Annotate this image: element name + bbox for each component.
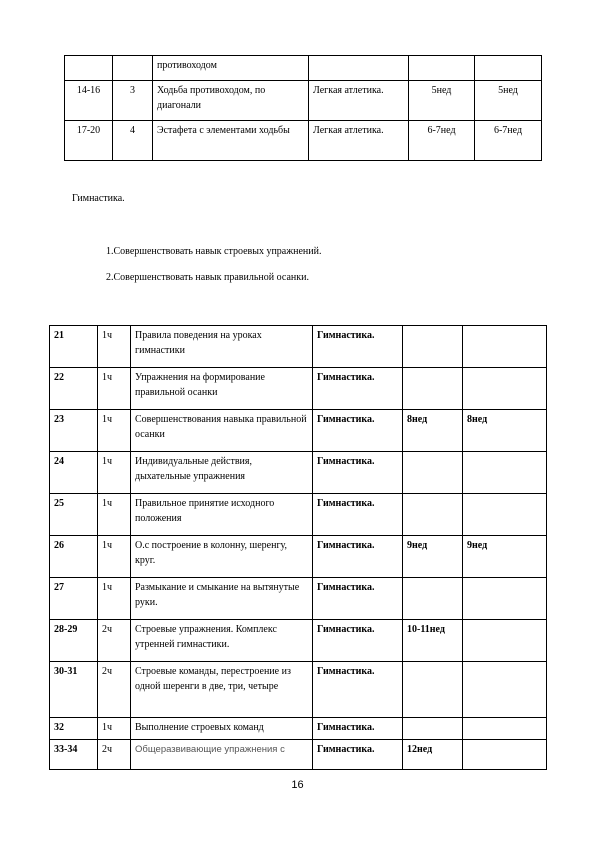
cell-topic: Правильное принятие исходного положения	[131, 494, 313, 536]
cell-plan	[403, 494, 463, 536]
cell-fact	[475, 56, 542, 81]
cell-topic: Совершенствования навыка правильной осанки	[131, 410, 313, 452]
cell-fact: 6-7нед	[475, 121, 542, 161]
cell-topic: Ходьба противоходом, по диагонали	[153, 81, 309, 121]
cell-section: Гимнастика.	[313, 368, 403, 410]
cell-section: Легкая атлетика.	[309, 81, 409, 121]
cell-fact	[463, 718, 547, 740]
table-row	[65, 121, 542, 161]
cell-section: Гимнастика.	[313, 662, 403, 718]
cell-num: 14-16	[65, 81, 113, 121]
lesson-plan-table-gymnastics	[49, 325, 547, 770]
cell-plan	[403, 578, 463, 620]
cell-hours: 1ч	[98, 536, 131, 578]
cell-num: 28-29	[50, 620, 98, 662]
cell-fact	[463, 494, 547, 536]
table2-body	[50, 326, 547, 770]
table-row	[50, 662, 547, 718]
table-row	[50, 740, 547, 770]
section-title: Гимнастика.	[72, 193, 125, 204]
cell-topic: Эстафета с элементами ходьбы	[153, 121, 309, 161]
cell-hours: 2ч	[98, 620, 131, 662]
cell-section: Гимнастика.	[313, 620, 403, 662]
cell-num: 32	[50, 718, 98, 740]
table-row	[50, 494, 547, 536]
cell-hours	[113, 56, 153, 81]
cell-hours: 2ч	[98, 662, 131, 718]
cell-fact	[463, 326, 547, 368]
cell-num: 25	[50, 494, 98, 536]
cell-plan: 8нед	[403, 410, 463, 452]
cell-fact	[463, 452, 547, 494]
cell-plan	[403, 718, 463, 740]
cell-fact	[463, 368, 547, 410]
cell-plan: 5нед	[409, 81, 475, 121]
cell-plan	[403, 452, 463, 494]
cell-section: Гимнастика.	[313, 718, 403, 740]
lesson-plan-table-athletics	[64, 55, 542, 161]
cell-num: 17-20	[65, 121, 113, 161]
cell-fact	[463, 740, 547, 770]
cell-num: 33-34	[50, 740, 98, 770]
cell-hours: 2ч	[98, 740, 131, 770]
cell-topic: Строевые упражнения. Комплекс утренней гимнастики.	[131, 620, 313, 662]
cell-section: Гимнастика.	[313, 452, 403, 494]
cell-num: 22	[50, 368, 98, 410]
cell-section: Гимнастика.	[313, 740, 403, 770]
table-row	[50, 452, 547, 494]
table1-body	[65, 56, 542, 161]
table-row	[50, 620, 547, 662]
cell-fact: 9нед	[463, 536, 547, 578]
cell-fact	[463, 662, 547, 718]
page-number: 16	[291, 779, 304, 791]
cell-num	[65, 56, 113, 81]
cell-topic: Выполнение строевых команд	[131, 718, 313, 740]
cell-hours: 1ч	[98, 578, 131, 620]
cell-fact: 8нед	[463, 410, 547, 452]
cell-topic: Упражнения на формирование правильной осанки	[131, 368, 313, 410]
cell-topic: Размыкание и смыкание на вытянутые руки.	[131, 578, 313, 620]
cell-plan	[403, 326, 463, 368]
cell-hours: 1ч	[98, 494, 131, 536]
cell-plan: 6-7нед	[409, 121, 475, 161]
cell-num: 21	[50, 326, 98, 368]
cell-hours: 3	[113, 81, 153, 121]
cell-hours: 1ч	[98, 326, 131, 368]
cell-hours: 1ч	[98, 452, 131, 494]
cell-num: 24	[50, 452, 98, 494]
cell-section: Гимнастика.	[313, 494, 403, 536]
cell-topic: Строевые команды, перестроение из одной шеренги в две, три, четыре	[131, 662, 313, 718]
cell-num: 27	[50, 578, 98, 620]
cell-topic: Индивидуальные действия, дыхательные упражнения	[131, 452, 313, 494]
cell-fact	[463, 578, 547, 620]
cell-section: Гимнастика.	[313, 326, 403, 368]
cell-num: 26	[50, 536, 98, 578]
cell-plan: 9нед	[403, 536, 463, 578]
table-row	[65, 81, 542, 121]
cell-section: Гимнастика.	[313, 536, 403, 578]
goal-item: 1.Совершенствовать навык строевых упражнений.	[106, 246, 322, 257]
cell-hours: 1ч	[98, 718, 131, 740]
cell-plan	[403, 368, 463, 410]
cell-hours: 4	[113, 121, 153, 161]
cell-plan: 12нед	[403, 740, 463, 770]
cell-section: Гимнастика.	[313, 578, 403, 620]
cell-fact	[463, 620, 547, 662]
cell-plan: 10-11нед	[403, 620, 463, 662]
cell-section	[309, 56, 409, 81]
table-row	[50, 536, 547, 578]
cell-num: 30-31	[50, 662, 98, 718]
table-row	[50, 326, 547, 368]
cell-fact: 5нед	[475, 81, 542, 121]
cell-num: 23	[50, 410, 98, 452]
table-row	[65, 56, 542, 81]
cell-section: Легкая атлетика.	[309, 121, 409, 161]
cell-hours: 1ч	[98, 368, 131, 410]
cell-section: Гимнастика.	[313, 410, 403, 452]
cell-plan	[403, 662, 463, 718]
cell-plan	[409, 56, 475, 81]
cell-topic: О.с построение в колонну, шеренгу, круг.	[131, 536, 313, 578]
cell-hours: 1ч	[98, 410, 131, 452]
cell-topic: Общеразвивающие упражнения с	[131, 740, 313, 770]
table-row	[50, 578, 547, 620]
goal-item: 2.Совершенствовать навык правильной осанки.	[106, 272, 309, 283]
table-row	[50, 410, 547, 452]
table-row	[50, 368, 547, 410]
cell-topic: противоходом	[153, 56, 309, 81]
cell-topic: Правила поведения на уроках гимнастики	[131, 326, 313, 368]
table-row	[50, 718, 547, 740]
